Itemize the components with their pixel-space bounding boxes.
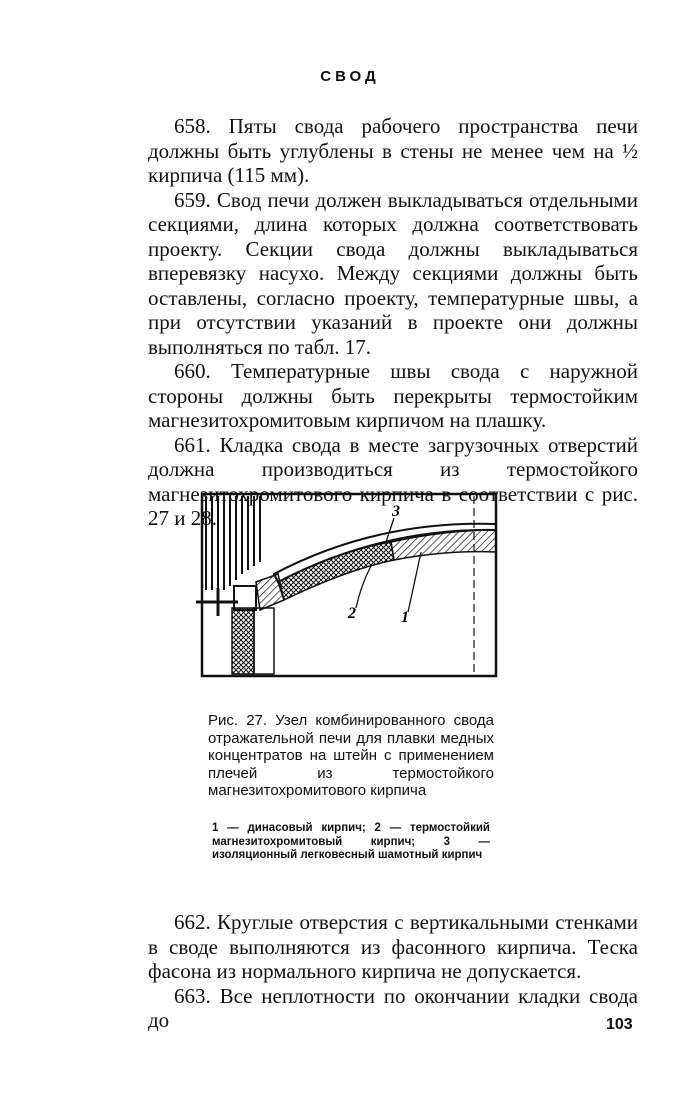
figure-caption-text: Рис. 27. Узел комбинированного свода отражательной печи для плавки медных концентратов на штейн с применением плечей из термостойкого магнезитохромитового кирпича <box>208 712 494 799</box>
figure-caption <box>208 712 494 800</box>
paragraph-662: 662. Круглые отверстия с вертикальными стенками в своде выполняются из фасонного кирпича. Теска фасона из нормального кирпича не допускается. <box>148 910 639 983</box>
figure-27-drawing <box>196 490 502 680</box>
figure-legend <box>212 822 490 863</box>
figure-label-2: 2 <box>348 605 356 622</box>
paragraph-659: 659. Свод печи должен выкладываться отдельными секциями, длина которых должна соответствовать проекту. Секции свода должны выкладываться вперевязку насухо. Между секциями должны быть оставлены, согласно проекту, температурные швы, а при отсутствии указаний в проекте они должны выполняться по табл. 17. <box>148 187 639 359</box>
figure-legend-text: 1 — динасовый кирпич; 2 — термостойкий магнезитохромитовый кирпич; 3 — изоляционный легковесный шамотный кирпич <box>212 822 490 861</box>
paragraph-661: 661. Кладка свода в месте загрузочных отверстий должна производиться из термостойкого магнезитохромитового кирпича в соответствии с рис. 27 и 28. <box>148 432 638 530</box>
paragraph-663: 663. Все неплотности по окончании кладки свода до <box>148 983 638 1032</box>
skewback <box>256 574 284 610</box>
figure-label-1: 1 <box>401 609 409 626</box>
dinas-layer-1 <box>391 530 496 560</box>
magnesite-chrome-layer-2 <box>278 542 394 600</box>
body-text-top <box>148 114 638 531</box>
running-header: СВОД <box>320 68 380 85</box>
page-number: 103 <box>606 1016 633 1033</box>
figure-label-3: 3 <box>392 503 400 520</box>
wall-stripes <box>206 496 260 590</box>
wall-block-outer <box>254 608 274 674</box>
body-text-bottom <box>148 910 638 1033</box>
wall-block <box>232 608 254 674</box>
paragraph-658: 658. Пяты свода рабочего пространства печи должны быть углублены в стены не менее чем на ½ кирпича (115 мм). <box>148 114 638 187</box>
paragraph-660: 660. Температурные швы свода с наружной стороны должны быть перекрыты термостойким магнезитохромитовым кирпичом на плашку. <box>148 359 639 432</box>
